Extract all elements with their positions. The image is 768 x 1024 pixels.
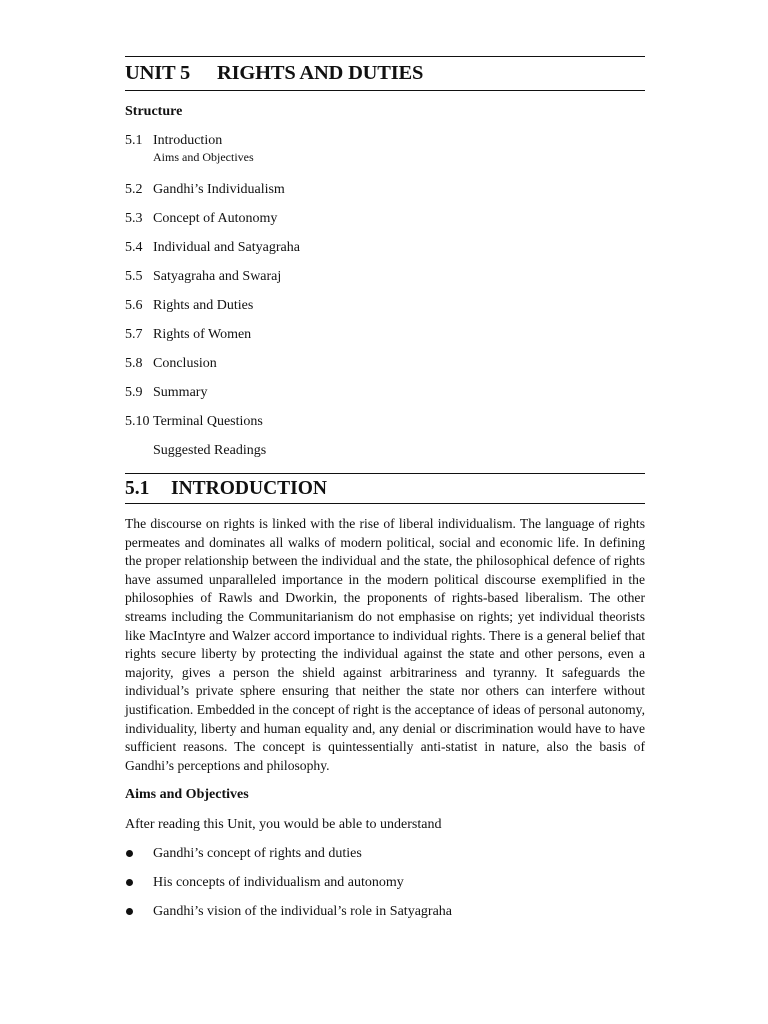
- toc-item: [125, 384, 645, 413]
- toc-number: 5.6: [125, 298, 143, 313]
- unit-title-text: RIGHTS AND DUTIES: [217, 62, 424, 84]
- objectives-list: [125, 845, 645, 932]
- toc-subitem: Aims and Objectives: [153, 150, 254, 164]
- toc-number: 5.1: [125, 133, 143, 148]
- objective-text: Gandhi’s concept of rights and duties: [153, 846, 362, 862]
- toc-item-suggested-readings: Suggested Readings: [153, 443, 267, 458]
- objective-text: Gandhi’s vision of the individual’s role in Satyagraha: [153, 904, 453, 920]
- section-number: 5.1: [125, 478, 150, 499]
- toc-item: [125, 181, 645, 210]
- toc-item: [125, 297, 645, 326]
- introduction-paragraph: The discourse on rights is linked with the rise of liberal individualism. The language of rights permeates and dominates all walks of modern political, social and economic life. In defining the proper relationship between the individual and the state, the philosophical defence of rights have assumed unparalleled importance in the modern political discourse exemplified in the philosophies of Rawls and Dworkin, the proponents of rights-based liberalism. The other streams including the Communitarianism do not emphasise on rights; yet individual theorists like MacIntyre and Walzer accord importance to individual rights. There is a general belief that rights secure liberty by protecting the individual against the state and other persons, even a majority, gives a person the shield against arbitrariness and tyranny. It safeguards the individual’s private sphere ensuring that neither the state nor others can interfere without justification. Embedded in the concept of right is the acceptance of ideas of personal autonomy, individuality, liberty and human equality and, any denial or discrimination would have to have sufficient reasons. The concept is quintessentially anti-statist in nature, also the basis of Gandhi’s perceptions and philosophy.: [125, 516, 645, 773]
- toc-item: [125, 413, 645, 442]
- aims-lead-text: After reading this Unit, you would be able to understand: [125, 817, 442, 833]
- unit-title: [125, 57, 645, 90]
- toc-label: Rights of Women: [153, 327, 252, 342]
- toc-label: Satyagraha and Swaraj: [153, 269, 282, 284]
- toc-item: [125, 210, 645, 239]
- toc-number: 5.7: [125, 327, 143, 342]
- structure-heading: Structure: [125, 104, 183, 119]
- objective-item: [125, 874, 645, 903]
- unit-title-rule: [125, 90, 645, 91]
- toc-item: [125, 355, 645, 384]
- toc-label: Concept of Autonomy: [153, 211, 278, 226]
- section-title-text: INTRODUCTION: [171, 478, 328, 499]
- section-bottom-rule: [125, 503, 645, 504]
- bullet-icon: [126, 879, 133, 886]
- structure-list: [125, 132, 645, 459]
- toc-number: 5.3: [125, 211, 143, 226]
- bullet-icon: [126, 850, 133, 857]
- toc-item: [125, 239, 645, 268]
- aims-heading: Aims and Objectives: [125, 787, 249, 803]
- toc-item: [125, 268, 645, 297]
- toc-label: Conclusion: [153, 356, 217, 371]
- document-page: [125, 56, 645, 932]
- toc-label: Gandhi’s Individualism: [153, 182, 285, 197]
- toc-number: 5.8: [125, 356, 143, 371]
- toc-number: 5.10: [125, 414, 150, 429]
- toc-item: [125, 326, 645, 355]
- objective-text: His concepts of individualism and autonomy: [153, 875, 404, 891]
- toc-label: Terminal Questions: [153, 414, 263, 429]
- objective-item: [125, 903, 645, 932]
- bullet-icon: [126, 908, 133, 915]
- unit-number: UNIT 5: [125, 62, 191, 84]
- toc-label: Individual and Satyagraha: [153, 240, 300, 255]
- toc-item: [125, 132, 645, 150]
- toc-label: Summary: [153, 385, 208, 400]
- toc-number: 5.4: [125, 240, 143, 255]
- toc-label: Introduction: [153, 133, 223, 148]
- toc-label: Rights and Duties: [153, 298, 254, 313]
- toc-number: 5.9: [125, 385, 143, 400]
- objective-item: [125, 845, 645, 874]
- section-title: [125, 474, 645, 503]
- toc-number: 5.5: [125, 269, 143, 284]
- toc-number: 5.2: [125, 182, 143, 197]
